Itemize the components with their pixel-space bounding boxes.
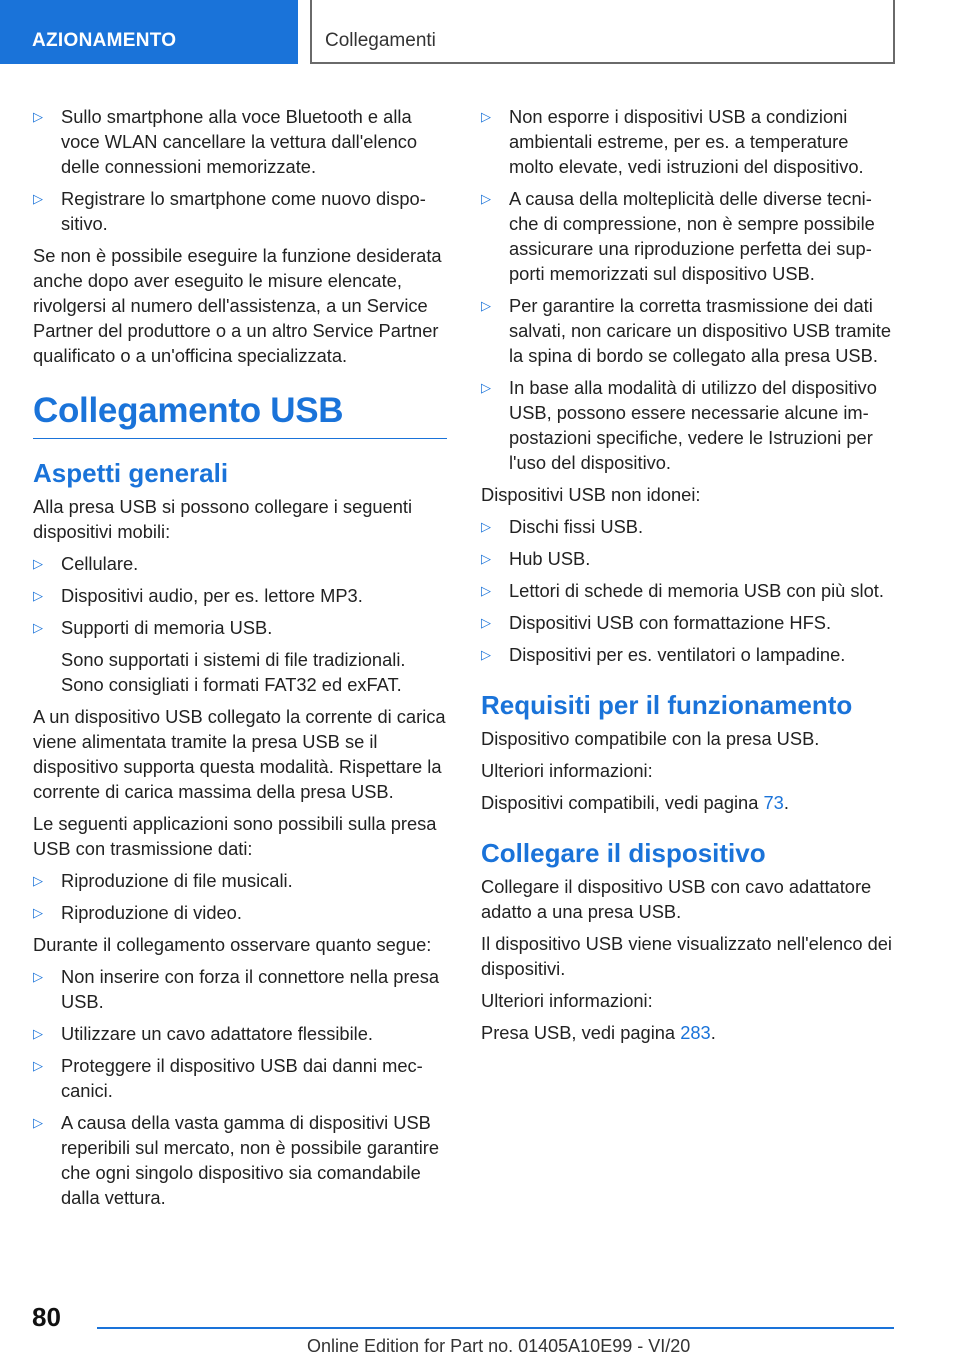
header-section-label: AZIONAMENTO <box>32 30 177 51</box>
list-item-text: Registrare lo smartphone come nuovo dispositivo. <box>61 188 426 234</box>
list-item <box>481 578 895 603</box>
list-item <box>33 583 447 608</box>
help-paragraph: Se non è possibile eseguire la funzione desiderata anche dopo aver eseguito le misure elencate, rivolgersi al numero dell'assistenza, a un Service Partner del produttore o a un altro Service Partner qualificato o a un'officina specializzata. <box>33 245 442 366</box>
list-item-text: In base alla modalità di utilizzo del dispositivo USB, possono essere necessarie alcune impostazioni specifiche, vedere le Istruzioni per l'uso del dispositivo. <box>509 377 877 473</box>
reference-text: Dispositivi compatibili, vedi pagina <box>481 792 764 813</box>
subheading-requirements: Requisiti per il funzionamento <box>481 690 853 720</box>
bullet-triangle-icon: ▷ <box>33 620 43 635</box>
reference-period: . <box>710 1022 716 1043</box>
page-number: 80 <box>32 1302 61 1332</box>
bullet-triangle-icon: ▷ <box>33 1058 43 1073</box>
list-item-text: Riproduzione di file musicali. <box>61 870 293 891</box>
bullet-triangle-icon: ▷ <box>33 191 43 206</box>
charge-paragraph: A un dispositivo USB collegato la corrente di carica viene alimentata tramite la presa USB se il dispositivo supporta questa modalità. Rispettare la corrente di carica massima della presa USB. <box>33 706 446 802</box>
list-item-text: Non inserire con forza il connettore nella presa USB. <box>61 966 440 1012</box>
bullet-triangle-icon: ▷ <box>33 588 43 603</box>
list-item-text: Lettori di schede di memoria USB con più slot. <box>509 580 884 601</box>
connect-paragraph-1: Collegare il dispositivo USB con cavo adattatore adatto a una presa USB. <box>481 876 872 922</box>
list-item-note: Sono supportati i sistemi di file tradizionali. Sono consigliati i formati FAT32 ed exFAT. <box>61 649 406 695</box>
connect-reference <box>481 1020 895 1045</box>
bullet-triangle-icon: ▷ <box>33 109 43 124</box>
page-link-283[interactable]: 283 <box>680 1022 711 1043</box>
footer-edition: Online Edition for Part no. 01405A10E99 - VI/20 <box>307 1336 691 1356</box>
bullet-triangle-icon: ▷ <box>481 298 491 313</box>
list-item <box>33 1053 447 1103</box>
bullet-triangle-icon: ▷ <box>481 583 491 598</box>
list-item <box>33 104 447 179</box>
list-item <box>481 642 895 667</box>
right-column <box>481 104 895 1052</box>
bullet-triangle-icon: ▷ <box>33 873 43 888</box>
list-item <box>481 375 895 475</box>
bullet-triangle-icon: ▷ <box>33 905 43 920</box>
list-item-text: Sullo smartphone alla voce Bluetooth e alla voce WLAN cancellare la vettura dall'elenco delle connessioni memorizzate. <box>61 106 418 177</box>
list-item-text: Proteggere il dispositivo USB dai danni meccanici. <box>61 1055 423 1101</box>
subheading-general: Aspetti generali <box>33 458 229 488</box>
list-item <box>33 1110 447 1210</box>
reference-period: . <box>783 792 789 813</box>
observe-paragraph: Durante il collegamento osservare quanto segue: <box>33 934 432 955</box>
list-item-text: A causa della vasta gamma di dispositivi USB reperibili sul mercato, non è possibile garantire che ogni singolo dispositivo sia comandabile dalla vettura. <box>61 1112 440 1208</box>
header-chapter-label: Collegamenti <box>325 30 436 51</box>
list-item-text: A causa della molteplicità delle diverse tecniche di compressione, non è sempre possibile assicurare una riproduzione perfetta dei supporti memorizzati sul dispositivo USB. <box>509 188 875 284</box>
list-item <box>481 610 895 635</box>
bullet-triangle-icon: ▷ <box>481 551 491 566</box>
list-item-text: Supporti di memoria USB. <box>61 617 273 638</box>
list-item-text: Cellulare. <box>61 553 139 574</box>
list-item <box>33 1021 447 1046</box>
bullet-triangle-icon: ▷ <box>481 191 491 206</box>
footer-divider <box>97 1327 894 1329</box>
bullet-triangle-icon: ▷ <box>481 615 491 630</box>
list-item <box>481 104 895 179</box>
list-item <box>33 964 447 1014</box>
subheading-connect: Collegare il dispositivo <box>481 838 766 868</box>
list-item <box>481 293 895 368</box>
list-item-text: Riproduzione di video. <box>61 902 242 923</box>
list-item-text: Utilizzare un cavo adattatore flessibile. <box>61 1023 373 1044</box>
devices-intro-paragraph: Alla presa USB si possono collegare i seguenti dispositivi mobili: <box>33 496 413 542</box>
list-item <box>33 900 447 925</box>
list-item <box>33 186 447 236</box>
left-column <box>33 104 447 1217</box>
list-item <box>33 551 447 576</box>
list-item <box>33 868 447 893</box>
connect-more-label: Ulteriori informazioni: <box>481 990 653 1011</box>
header-section-tab <box>0 0 298 64</box>
unsuitable-intro-paragraph: Dispositivi USB non idonei: <box>481 484 701 505</box>
bullet-triangle-icon: ▷ <box>33 556 43 571</box>
connect-paragraph-2: Il dispositivo USB viene visualizzato nell'elenco dei dispositivi. <box>481 933 892 979</box>
bullet-triangle-icon: ▷ <box>481 647 491 662</box>
list-item-text: Per garantire la corretta trasmissione dei dati salvati, non caricare un dispositivo USB tramite la spina di bordo se collegato alla presa USB. <box>509 295 892 366</box>
section-heading-usb: Collegamento USB <box>33 390 447 439</box>
bullet-triangle-icon: ▷ <box>481 109 491 124</box>
header-chapter-box <box>310 0 895 64</box>
reference-text: Presa USB, vedi pagina <box>481 1022 681 1043</box>
bullet-triangle-icon: ▷ <box>481 519 491 534</box>
bullet-triangle-icon: ▷ <box>33 969 43 984</box>
bullet-triangle-icon: ▷ <box>33 1026 43 1041</box>
requirements-more-label: Ulteriori informazioni: <box>481 760 653 781</box>
requirements-reference <box>481 790 895 815</box>
list-item-text: Dispositivi USB con formattazione HFS. <box>509 612 832 633</box>
list-item-text: Dischi fissi USB. <box>509 516 644 537</box>
bullet-triangle-icon: ▷ <box>33 1115 43 1130</box>
list-item <box>33 615 447 697</box>
list-item-text: Dispositivi audio, per es. lettore MP3. <box>61 585 363 606</box>
bullet-triangle-icon: ▷ <box>481 380 491 395</box>
list-item-text: Non esporre i dispositivi USB a condizioni ambientali estreme, per es. a temperature molto elevate, vedi istruzioni del dispositivo. <box>509 106 864 177</box>
list-item <box>481 514 895 539</box>
list-item <box>481 546 895 571</box>
list-item-text: Hub USB. <box>509 548 591 569</box>
list-item-text: Dispositivi per es. ventilatori o lampadine. <box>509 644 846 665</box>
requirements-paragraph: Dispositivo compatibile con la presa USB. <box>481 728 820 749</box>
list-item <box>481 186 895 286</box>
page-link-73[interactable]: 73 <box>763 792 784 813</box>
apps-intro-paragraph: Le seguenti applicazioni sono possibili sulla presa USB con trasmissione dati: <box>33 813 437 859</box>
